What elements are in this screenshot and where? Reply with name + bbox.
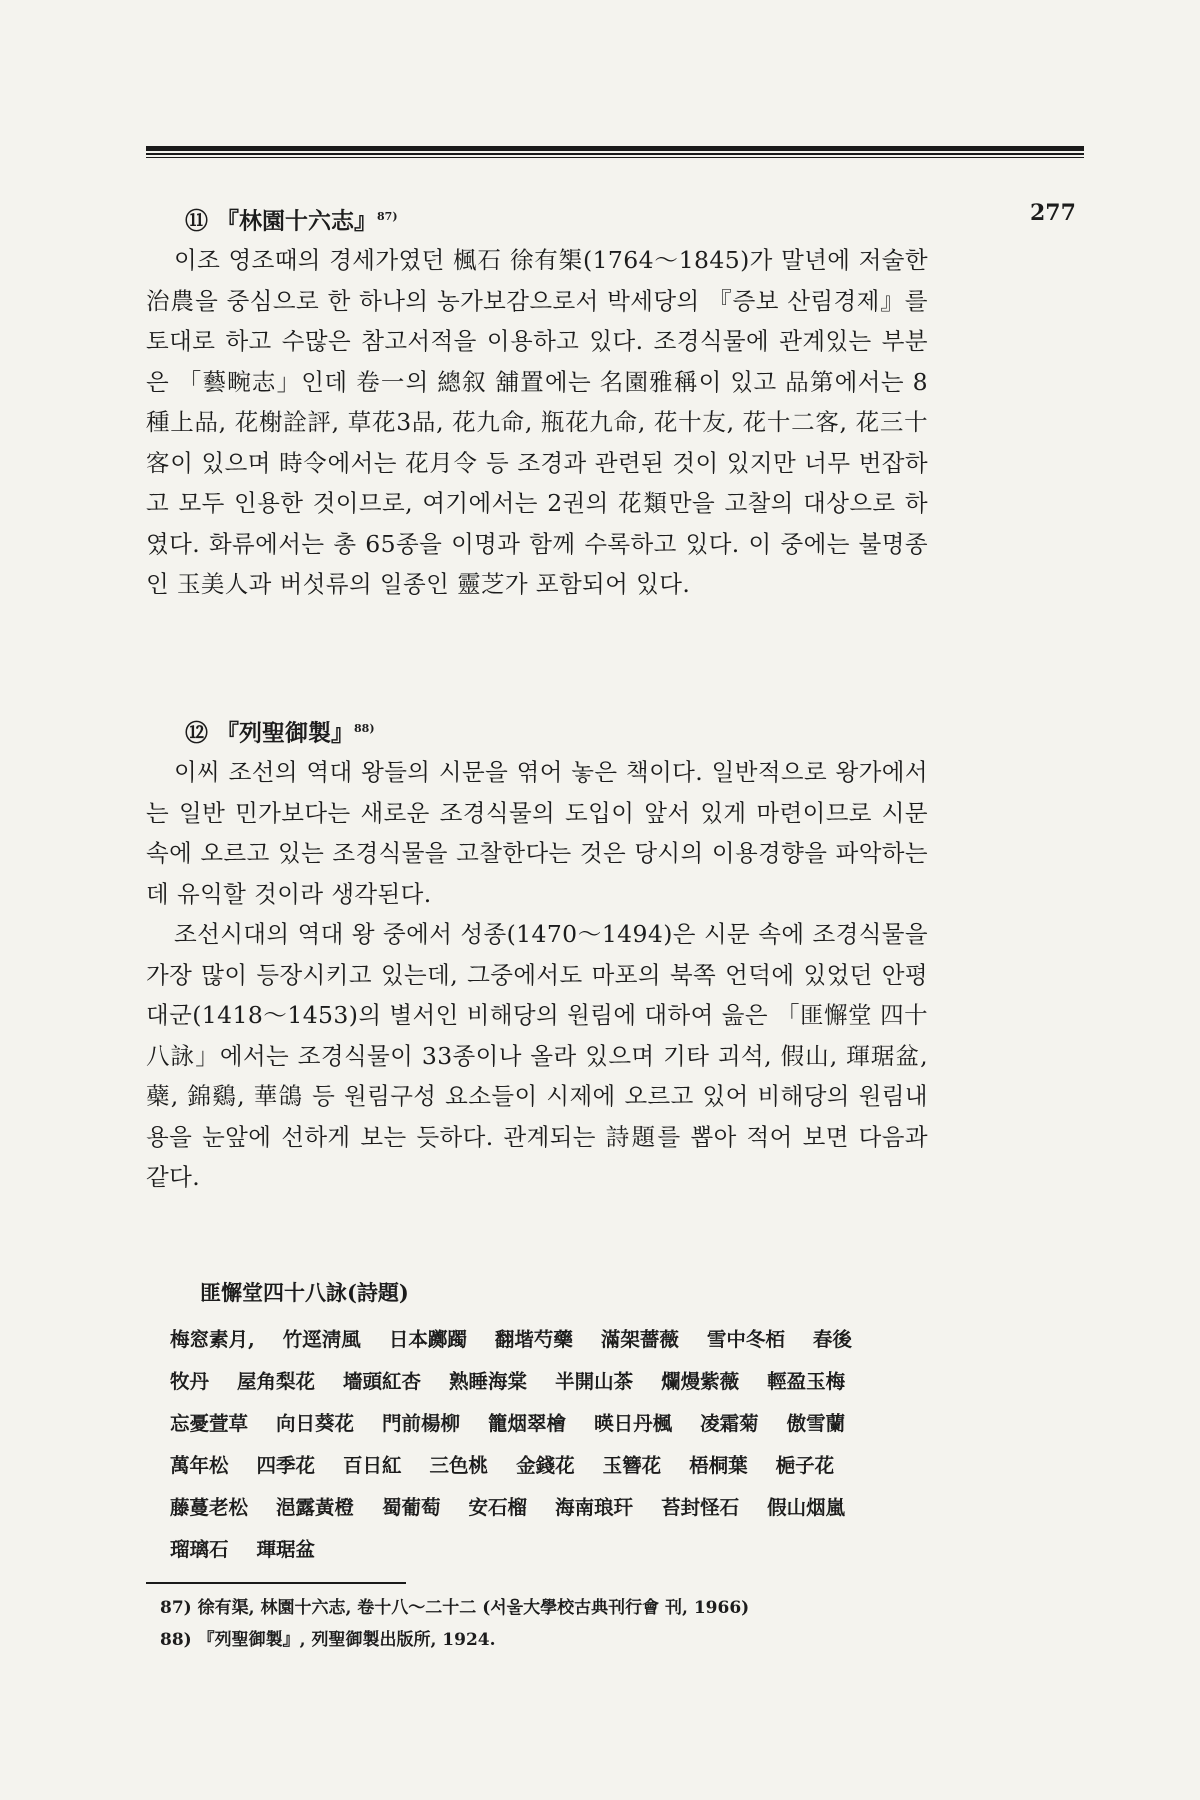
poem-item: 四季花	[256, 1454, 316, 1477]
footnote: 88) 『列聖御製』, 列聖御製出版所, 1924.	[160, 1630, 496, 1650]
poem-item: 海南琅玕	[555, 1496, 634, 1519]
poem-item: 門前楊柳	[382, 1412, 461, 1435]
poem-item: 苔封怪石	[661, 1496, 740, 1519]
poem-item: 藤蔓老松	[170, 1496, 249, 1519]
poem-item: 牧丹	[170, 1370, 210, 1393]
paragraph: 이조 영조때의 경세가였던 楓石 徐有榘(1764～1845)가 말년에 저술한 治農을 중심으로 한 하나의 농가보감으로서 박세당의 『증보 산림경제』를 토대로 하고 수많은 참고서적을 이용하고 있다. 조경식물에 관계있는 부분은 「藝畹志」인데 卷一의 總叙 舖置에는 名園雅稱이 있고 品第에서는 8種上品, 花榭詮評, 草花3品, 花九命, 瓶花九命, 花十友, 花十二客, 花三十客이 있으며 時令에서는 花月令 등 조경과 관련된 것이 있지만 너무 번잡하고 모두 인용한 것이므로, 여기에서는 2권의 花類만을 고찰의 대상으로 하였다. 화류에서는 총 65종을 이명과 함께 수록하고 있다. 이 중에는 불명종인 玉美人과 버섯류의 일종인 靈芝가 포함되어 있다.	[146, 246, 928, 598]
section-title: ⑫ 『列聖御製』	[185, 719, 355, 747]
poem-item: 傲雪蘭	[786, 1412, 846, 1435]
poem-item: 忘憂萱草	[170, 1412, 249, 1435]
poem-item: 百日紅	[343, 1454, 402, 1477]
poem-item: 梅窓素月,	[170, 1328, 255, 1351]
poem-item: 梧桐葉	[689, 1454, 748, 1477]
poem-item: 熟睡海棠	[449, 1370, 528, 1393]
poem-item: 日本躑躅	[388, 1328, 467, 1351]
paragraph: 조선시대의 역대 왕 중에서 성종(1470～1494)은 시문 속에 조경식물을 가장 많이 등장시키고 있는데, 그중에서도 마포의 북쪽 언덕에 있었던 안평대군(1418～1453)의 별서인 비해당의 원림에 대하여 읊은 「匪懈堂 四十八詠」에서는 조경식물이 33종이나 올라 있으며 기타 괴석, 假山, 琿琚盆, 蘗, 錦鷄, 華鴿 등 원림구성 요소들이 시제에 오르고 있어 비해당의 원림내용을 눈앞에 선하게 보는 듯하다. 관계되는 詩題를 뽑아 적어 보면 다음과 같다.	[146, 920, 928, 1191]
section-heading	[185, 202, 398, 237]
poem-item: 浥露黃橙	[276, 1496, 355, 1519]
poem-item: 輕盈玉梅	[767, 1370, 846, 1393]
poem-item: 雪中冬栢	[706, 1328, 785, 1351]
poem-row	[170, 1443, 930, 1485]
poem-item: 籠烟翠檜	[488, 1412, 567, 1435]
poem-item: 梔子花	[775, 1454, 835, 1477]
poem-row	[170, 1401, 930, 1443]
poem-row	[170, 1317, 930, 1359]
paragraph: 이씨 조선의 역대 왕들의 시문을 엮어 놓은 책이다. 일반적으로 왕가에서는 일반 민가보다는 새로운 조경식물의 도입이 앞서 있게 마련이므로 시문 속에 오르고 있는 조경식물을 고찰한다는 것은 당시의 이용경향을 파악하는 데 유익할 것이라 생각된다.	[146, 758, 928, 908]
poem-item: 假山烟嵐	[767, 1496, 846, 1519]
poem-list	[170, 1317, 930, 1569]
poem-row	[170, 1485, 930, 1527]
page-number: 277	[1030, 200, 1076, 226]
poem-item: 萬年松	[170, 1454, 229, 1477]
poem-item: 墻頭紅杏	[343, 1370, 422, 1393]
footnote-rule	[146, 1582, 406, 1584]
poem-item: 滿架薔薇	[600, 1328, 679, 1351]
top-rule	[146, 153, 1084, 155]
poem-item: 凌霜菊	[700, 1412, 759, 1435]
poem-item: 春後	[812, 1328, 852, 1351]
poem-item: 瑠璃石	[170, 1538, 229, 1561]
poem-item: 向日葵花	[276, 1412, 355, 1435]
poem-item: 爛熳紫薇	[661, 1370, 740, 1393]
poem-item: 安石榴	[468, 1496, 528, 1519]
poem-list-title: 匪懈堂四十八詠(詩題)	[200, 1280, 409, 1305]
section-heading	[185, 714, 375, 749]
top-rule	[146, 146, 1084, 151]
poem-item: 半開山茶	[555, 1370, 634, 1393]
footnote: 87) 徐有渠, 林園十六志, 卷十八～二十二 (서울大學校古典刊行會 刊, 1966)	[160, 1598, 750, 1618]
poem-item: 翻堦芍藥	[494, 1328, 573, 1351]
poem-item: 三色桃	[429, 1454, 489, 1477]
footnote-ref: 87)	[377, 210, 398, 223]
poem-item: 金錢花	[516, 1454, 575, 1477]
poem-item: 竹逕淸風	[282, 1328, 361, 1351]
footnote-ref: 88)	[354, 722, 375, 735]
poem-item: 玉簪花	[602, 1454, 662, 1477]
poem-row	[170, 1527, 930, 1569]
top-rule	[146, 157, 1084, 158]
poem-row	[170, 1359, 930, 1401]
poem-item: 暎日丹楓	[594, 1412, 673, 1435]
section-title: ⑪ 『林園十六志』	[185, 207, 378, 235]
footnotes	[160, 1592, 749, 1656]
poem-item: 蜀葡萄	[382, 1496, 441, 1519]
poem-item: 琿琚盆	[256, 1538, 316, 1561]
poem-item: 屋角梨花	[237, 1370, 316, 1393]
